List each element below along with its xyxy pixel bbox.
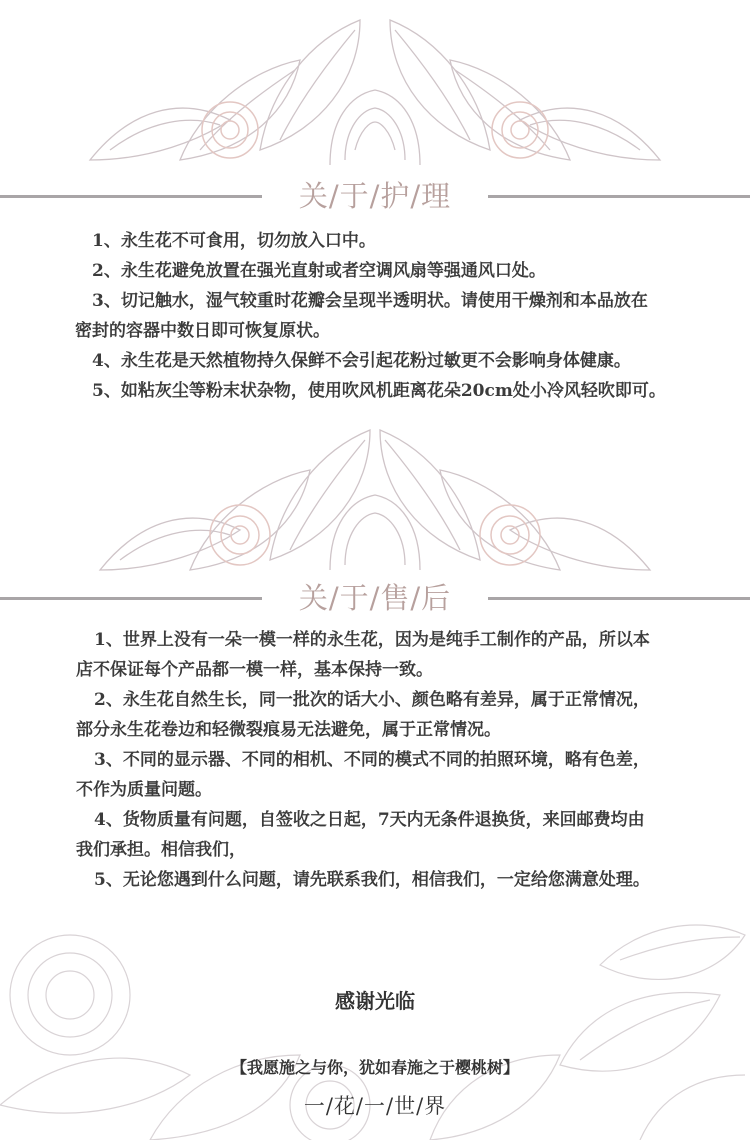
thanks-heading: 感谢光临 [335,989,415,1013]
brand-name: 一/花/一/世/界 [303,1094,447,1118]
aftersale-section-divider [0,578,750,618]
aftersale-item-3: 3、不同的显示器、不同的相机、不同的模式不同的拍照环境，略有色差， [94,750,650,770]
aftersale-policy [76,625,696,895]
divider-rule-right [488,195,750,198]
floral-divider-illustration [0,410,750,575]
care-item-3: 3、切记触水，湿气较重时花瓣会呈现半透明状。请使用干燥剂和本品放在 [92,291,648,311]
divider-rule-left [0,597,262,600]
motto-quote: 【我愿施之与你，犹如春施之于樱桃树】 [230,1058,519,1077]
aftersale-item-5: 5、无论您遇到什么问题，请先联系我们，相信我们，一定给您满意处理。 [94,870,650,890]
care-section-title: 关/于/护/理 [298,179,452,213]
care-instructions [75,226,687,406]
aftersale-item-2: 2、永生花自然生长，同一批次的话大小、颜色略有差异，属于正常情况， [94,690,650,710]
divider-rule-right [488,597,750,600]
aftersale-item-1-cont: 店不保证每个产品都一模一样，基本保持一致。 [76,660,433,680]
care-item-1: 1、永生花不可食用，切勿放入口中。 [92,231,376,251]
care-item-2: 2、永生花避免放置在强光直射或者空调风扇等强通风口处。 [92,261,546,281]
aftersale-item-4-cont: 我们承担。相信我们， [76,840,246,860]
aftersale-item-1: 1、世界上没有一朵一模一样的永生花，因为是纯手工制作的产品，所以本 [94,630,650,650]
divider-rule-left [0,195,262,198]
care-section-divider [0,176,750,216]
care-item-4: 4、永生花是天然植物持久保鲜不会引起花粉过敏更不会影响身体健康。 [92,351,631,371]
aftersale-section-title: 关/于/售/后 [298,581,452,615]
care-item-3-cont: 密封的容器中数日即可恢复原状。 [75,321,330,341]
floral-header-illustration [0,0,750,170]
aftersale-item-2-cont: 部分永生花卷边和轻微裂痕易无法避免，属于正常情况。 [76,720,501,740]
aftersale-item-3-cont: 不作为质量问题。 [76,780,212,800]
care-item-5: 5、如粘灰尘等粉末状杂物，使用吹风机距离花朵20cm处小冷风轻吹即可。 [92,381,666,401]
aftersale-item-4: 4、货物质量有问题，自签收之日起，7天内无条件退换货，来回邮费均由 [94,810,645,830]
